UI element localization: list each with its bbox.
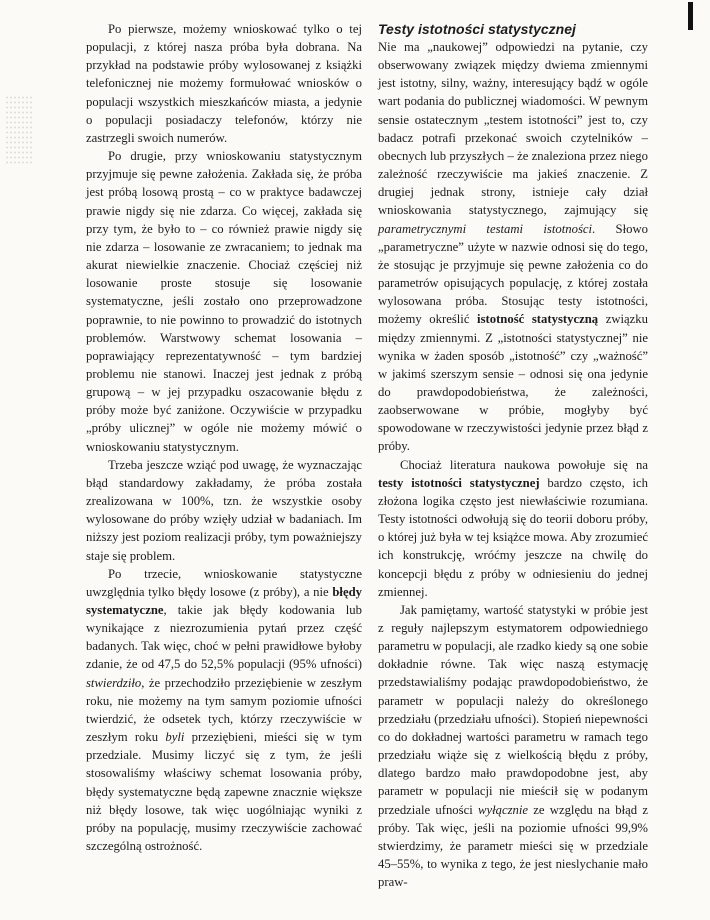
paragraph-estimation: Jak pamiętamy, wartość statystyki w próbie jest z reguły najlepszym estymatorem odpowiedniego parametru w populacji, ale rzadko kiedy są one sobie dokładnie równe. Tak więc naszą estymację przedstawialiśmy podając prawdopodobieństwo, że parametr w populacji należy do określonego przedziału (przedziału ufności). Stopień niepewności co do dokładnej wartości parametru w ramach tego przedziału wiąże się z wielkością błędu z próby, dlatego bardzo mało prawdopodobne jest, aby parametr w populacji nie mieścił się w podanym przedziale ufności wyłącznie ze względu na błąd z próby. Tak więc, jeśli na poziomie ufności 99,9% stwierdzimy, że parametr mieści się w przedziale 45–55%, to wynika z tego, że jest nieslychanie mało praw- <box>378 602 648 890</box>
paragraph-second-point: Po drugie, przy wnioskowaniu statystycznym przyjmuje się pewne założenia. Zakłada się, że próba jest próbą losową prostą – co w praktyce badawczej prawie nigdy się nie zdarza. Co więcej, zakłada się przy tym, że było to – co również prawie nigdy się nie zdarza – losowanie ze zwracaniem; to jednak ma akurat niewielkie znaczenie. Chociaż częściej niż losowanie proste stosuje się losowanie systematyczne, jeśli zostało ono przeprowadzone poprawnie, to nie powinno to prowadzić do istotnych problemów. Warstwowy schemat losowania – poprawiający reprezentatywność – tym bardziej problemu nie stanowi. Inaczej jest jednak z próbą grupową – w jej przypadku oszacowanie błędu z próby może być zaniżone. Oczywiście w przypadku „próby ulicznej” w ogóle nie możemy mówić o wnioskowaniu statystycznym. <box>86 149 362 454</box>
paragraph-first-point: Po pierwsze, możemy wnioskować tylko o tej populacji, z której nasza próba była dobrana. Na przykład na podstawie próby wylosowanej z książki telefonicznej nie możemy formułować wniosków o populacji wszystkich mieszkańców miasta, a jedynie o populacji posiadaczy telefonów, którzy nie zastrzegli swoich numerów. <box>86 22 362 145</box>
paragraph-sample-realization: Trzeba jeszcze wziąć pod uwagę, że wyznaczając błąd standardowy zakładamy, że próba została zrealizowana w 100%, tzn. że wszystkie osoby wylosowane do próby wzięły udział w badaniach. Im niższy jest poziom realizacji próby, tym poważniejszy staje się problem. <box>86 457 362 563</box>
term-parametric-tests: parametrycznymi testami istotności <box>378 221 593 236</box>
emphasis-only: wyłącznie <box>477 802 529 817</box>
term-statistical-significance: istotność statystyczną <box>477 312 599 327</box>
page-edge-mark <box>688 2 693 30</box>
term-systematic-errors: błędy systematyczne <box>86 584 362 617</box>
left-column <box>86 20 362 855</box>
paragraph-literature: Chociaż literatura naukowa powołuje się na testy istotności statystycznej bardzo często, ich złożona logika często jest niewłaściwie rozumiana. Testy istotności odwołują się do teorii doboru próby, o której już była w tej książce mowa. Aby zrozumieć ich konstrukcję, wróćmy jeszcze na chwilę do koncepcji błędu z próby w odniesieniu do jednej zmiennej. <box>378 457 648 599</box>
section-heading: Testy istotności statystycznej <box>378 21 576 37</box>
emphasis-stated: stwierdziło <box>86 675 142 690</box>
paragraph-no-scientific-answer: Nie ma „naukowej” odpowiedzi na pytanie, czy obserwowany związek między dwiema zmiennymi jest istotny, silny, ważny, interesujący bądź w ogóle wart podania do publicznej wiadomości. W pewnym sensie ostatecznym „testem istotności” jest to, czy badacz potrafi przekonać swoich czytelników – obecnych lub przyszłych – że znaleziona przez niego zależność rzeczywiście ma jakieś znaczenie. Z drugiej jednak strony, istnieje cały dział wnioskowania statystycznego, zajmujący się parametrycznymi testami istotności. Słowo „parametryczne” użyte w nazwie odnosi się do tego, że stosując je przyjmuje się pewne założenia co do parametrów opisujących populację, z której została wylosowana próba. Stosując testy istotności, możemy określić istotność statystyczną związku między zmiennymi. Z „istotności statystycznej” nie wynika w żaden sposób „istotność” czy „ważność” w jakimś szerszym sensie – odnosi się ona jedynie do prawdopodobieństwa, że zależności, zaobserwowane w próbie, mogłyby być spowodowane w rzeczywistości jedynie przez błąd z próby. <box>378 40 648 454</box>
emphasis-were: byli <box>165 730 185 745</box>
term-significance-tests: testy istotności statystycznej <box>378 475 540 490</box>
paragraph-third-point: Po trzecie, wnioskowanie statystyczne uwzględnia tylko błędy losowe (z próby), a nie błędy systematyczne, takie jak błędy kodowania lub wynikające z niezrozumienia pytań przez część badanych. Tak więc, choć w pełni prawidłowe byłoby zdanie, że od 47,5 do 52,5% populacji (95% ufności) stwierdziło, że przechodziło przeziębienie w zeszłym roku, nie możemy na tym samym poziomie ufności twierdzić, że odsetek tych, którzy rzeczywiście w zeszłym roku byli przeziębieni, mieści się w tym przedziale. Musimy liczyć się z tym, że jeśli stosowaliśmy właściwy schemat losowania próby, błędy systematyczne będą zapewne znacznie większe niż błędy losowe, tak więc uogólniając wyniki z próby na populację, musimy rzeczywiście zachować szczególną ostrożność. <box>86 566 362 854</box>
right-column <box>378 20 648 891</box>
scan-artifact <box>5 95 33 165</box>
